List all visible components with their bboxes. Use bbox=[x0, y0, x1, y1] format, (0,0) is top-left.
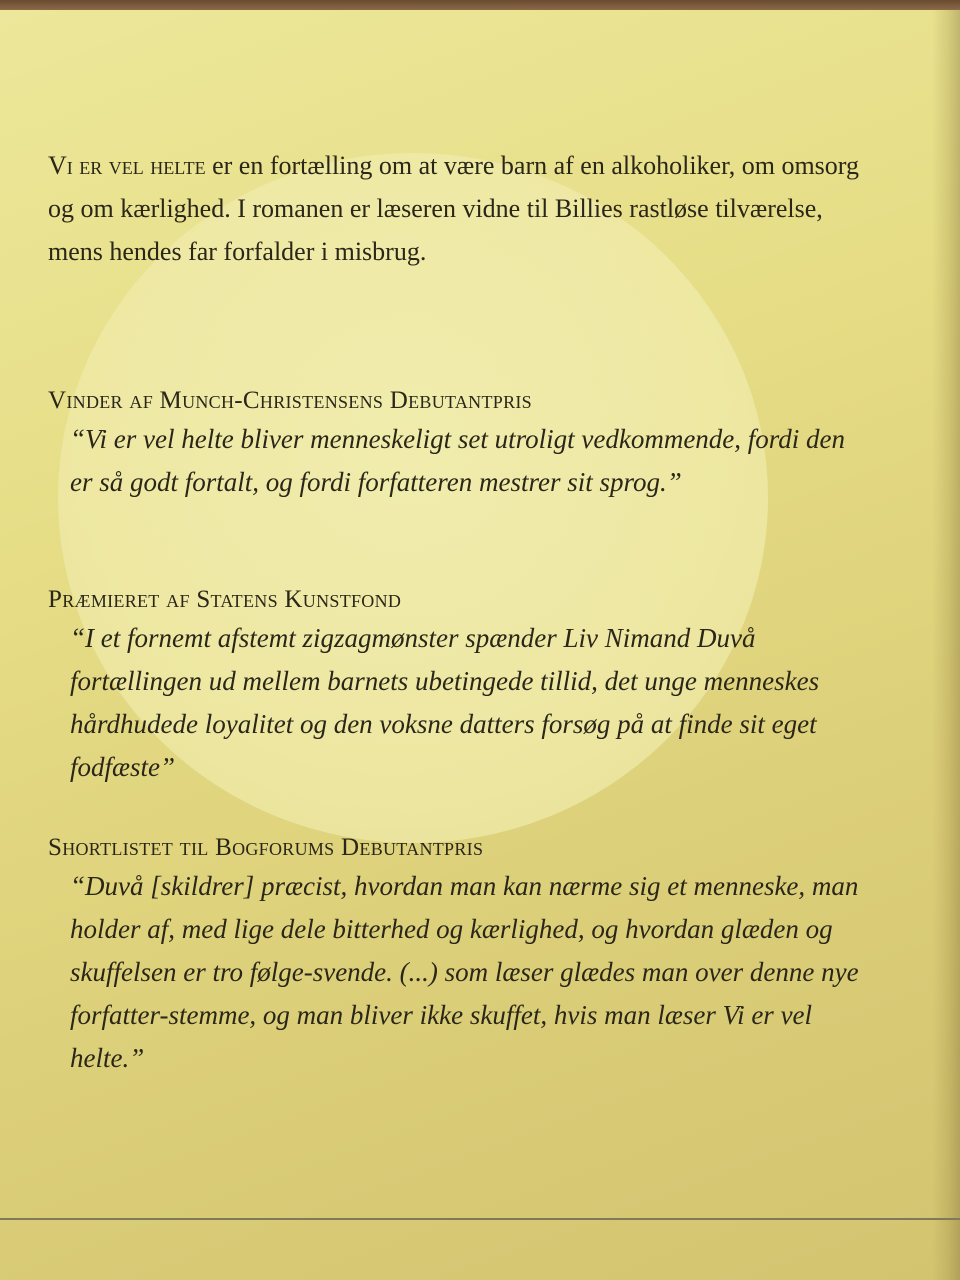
table-surface bbox=[0, 0, 960, 10]
award-title: Shortlistet til Bogforums Debutantpris bbox=[48, 834, 484, 861]
award-block-statens-kunstfond bbox=[48, 583, 908, 789]
page-edge-shadow bbox=[932, 8, 960, 1280]
intro-paragraph bbox=[48, 144, 878, 273]
book-back-cover bbox=[0, 8, 960, 1280]
award-quote: “Duvå [skildrer] præcist, hvordan man kan nærme sig et menneske, man holder af, med lige dele bitterhed og kærlighed, og hvordan glæden og skuffelsen er tro følge-svende. (...) som læser glædes man over denne nye forfatter-stemme, og man bliver ikke skuffet, hvis man læser Vi er vel helte.” bbox=[70, 871, 859, 1073]
award-block-munch-christensen bbox=[48, 384, 908, 504]
intro-book-title: Vi er vel helte bbox=[48, 151, 206, 180]
award-title: Vinder af Munch-Christensens Debutantpris bbox=[48, 387, 532, 414]
award-title: Præmieret af Statens Kunstfond bbox=[48, 586, 402, 613]
award-quote: “I et fornemt afstemt zigzagmønster spænder Liv Nimand Duvå fortællingen ud mellem barnets ubetingede tillid, det unge menneskes hårdhudede loyalitet og den voksne datters forsøg på at finde sit eget fodfæste” bbox=[70, 623, 820, 782]
award-block-bogforum bbox=[48, 831, 908, 1080]
intro-body: er en fortælling om at være barn af en alkoholiker, om omsorg og om kærlighed. I romanen er læseren vidne til Billies rastløse tilværelse, mens hendes far forfalder i misbrug. bbox=[48, 151, 859, 266]
bottom-divider bbox=[0, 1218, 960, 1220]
award-quote: “Vi er vel helte bliver menneskeligt set utroligt vedkommende, fordi den er så godt fortalt, og fordi forfatteren mestrer sit sprog.” bbox=[70, 424, 846, 497]
